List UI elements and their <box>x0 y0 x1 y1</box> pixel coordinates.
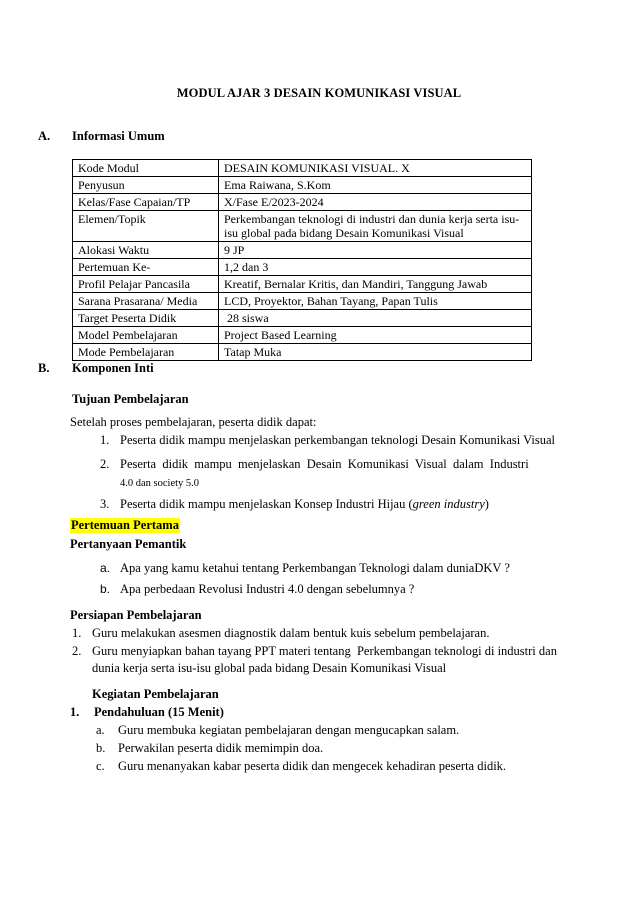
info-row <box>73 177 532 194</box>
info-label: Pertemuan Ke- <box>73 259 219 276</box>
tujuan-item-1: Peserta didik mampu menjelaskan perkembangan teknologi Desain Komunikasi Visual <box>120 433 556 447</box>
kegiatan-step-title: Pendahuluan (15 Menit) <box>94 705 224 719</box>
tujuan-item-1-num: 1. <box>100 433 110 447</box>
section-a-letter: A. <box>38 129 51 143</box>
info-label: Elemen/Topik <box>73 211 219 242</box>
persiapan-item-2-cont: dunia kerja serta isu-isu global pada bidang Desain Komunikasi Visual <box>92 661 447 675</box>
info-value: Perkembangan teknologi di industri dan dunia kerja serta isu-isu global pada bidang Desain Komunikasi Visual <box>219 211 532 242</box>
persiapan-item-2-num: 2. <box>72 644 82 658</box>
tujuan-item-3-italic: green industry <box>412 497 485 511</box>
persiapan-title: Persiapan Pembelajaran <box>70 608 202 622</box>
question-a-letter: a. <box>100 561 111 575</box>
kegiatan-title: Kegiatan Pembelajaran <box>92 687 219 701</box>
info-row <box>73 242 532 259</box>
tujuan-item-3-num: 3. <box>100 497 110 511</box>
info-row <box>73 310 532 327</box>
info-row <box>73 293 532 310</box>
tujuan-item-2: Peserta didik mampu menjelaskan Desain Komunikasi Visual dalam Industri <box>120 457 529 471</box>
tujuan-intro: Setelah proses pembelajaran, peserta didik dapat: <box>70 415 317 429</box>
info-value: DESAIN KOMUNIKASI VISUAL. X <box>219 160 532 177</box>
info-value: LCD, Proyektor, Bahan Tayang, Papan Tulis <box>219 293 532 310</box>
info-row <box>73 259 532 276</box>
info-row <box>73 276 532 293</box>
kegiatan-item-c: Guru menanyakan kabar peserta didik dan mengecek kehadiran peserta didik. <box>118 759 507 773</box>
info-row <box>73 327 532 344</box>
tujuan-item-3-text: Peserta didik mampu menjelaskan Konsep Industri Hijau ( <box>120 497 413 511</box>
info-label: Kelas/Fase Capaian/TP <box>73 194 219 211</box>
section-b-letter: B. <box>38 361 50 375</box>
kegiatan-item-a: Guru membuka kegiatan pembelajaran dengan mengucapkan salam. <box>118 723 460 737</box>
info-value: Kreatif, Bernalar Kritis, dan Mandiri, Tanggung Jawab <box>219 276 532 293</box>
tujuan-item-2-cont: 4.0 dan society 5.0 <box>120 478 200 489</box>
section-a-title: Informasi Umum <box>72 129 165 143</box>
info-value: X/Fase E/2023-2024 <box>219 194 532 211</box>
info-value: 1,2 dan 3 <box>219 259 532 276</box>
info-label: Kode Modul <box>73 160 219 177</box>
page-title: MODUL AJAR 3 DESAIN KOMUNIKASI VISUAL <box>176 86 462 100</box>
persiapan-item-1: Guru melakukan asesmen diagnostik dalam bentuk kuis sebelum pembelajaran. <box>92 626 490 640</box>
info-row <box>73 160 532 177</box>
info-label: Alokasi Waktu <box>73 242 219 259</box>
info-label: Target Peserta Didik <box>73 310 219 327</box>
info-row <box>73 194 532 211</box>
question-b-letter: b. <box>100 582 111 596</box>
info-value: Ema Raiwana, S.Kom <box>219 177 532 194</box>
persiapan-item-2: Guru menyiapkan bahan tayang PPT materi tentang Perkembangan teknologi di industri dan <box>92 644 557 658</box>
info-value: Tatap Muka <box>219 344 532 361</box>
tujuan-title: Tujuan Pembelajaran <box>72 392 189 406</box>
tujuan-item-2-num: 2. <box>100 457 110 471</box>
kegiatan-item-b-letter: b. <box>96 741 106 755</box>
pertemuan-title: Pertemuan Pertama <box>71 518 179 532</box>
tujuan-item-3 <box>120 497 489 512</box>
info-row <box>73 344 532 361</box>
persiapan-item-1-num: 1. <box>72 626 82 640</box>
section-b-title: Komponen Inti <box>72 361 154 375</box>
kegiatan-item-c-letter: c. <box>96 759 105 773</box>
tujuan-item-3-end: ) <box>484 497 489 511</box>
kegiatan-step-num: 1. <box>70 705 80 719</box>
question-a: Apa yang kamu ketahui tentang Perkembangan Teknologi dalam duniaDKV ? <box>120 561 510 575</box>
info-row <box>73 211 532 242</box>
pemantik-title: Pertanyaan Pemantik <box>70 537 187 551</box>
info-label: Mode Pembelajaran <box>73 344 219 361</box>
kegiatan-item-b: Perwakilan peserta didik memimpin doa. <box>118 741 324 755</box>
question-b: Apa perbedaan Revolusi Industri 4.0 dengan sebelumnya ? <box>120 582 415 596</box>
info-value: Project Based Learning <box>219 327 532 344</box>
info-value: 28 siswa <box>219 310 532 327</box>
info-label: Sarana Prasarana/ Media <box>73 293 219 310</box>
info-table <box>72 159 532 361</box>
info-label: Model Pembelajaran <box>73 327 219 344</box>
info-label: Penyusun <box>73 177 219 194</box>
info-value: 9 JP <box>219 242 532 259</box>
kegiatan-item-a-letter: a. <box>96 723 105 737</box>
info-label: Profil Pelajar Pancasila <box>73 276 219 293</box>
